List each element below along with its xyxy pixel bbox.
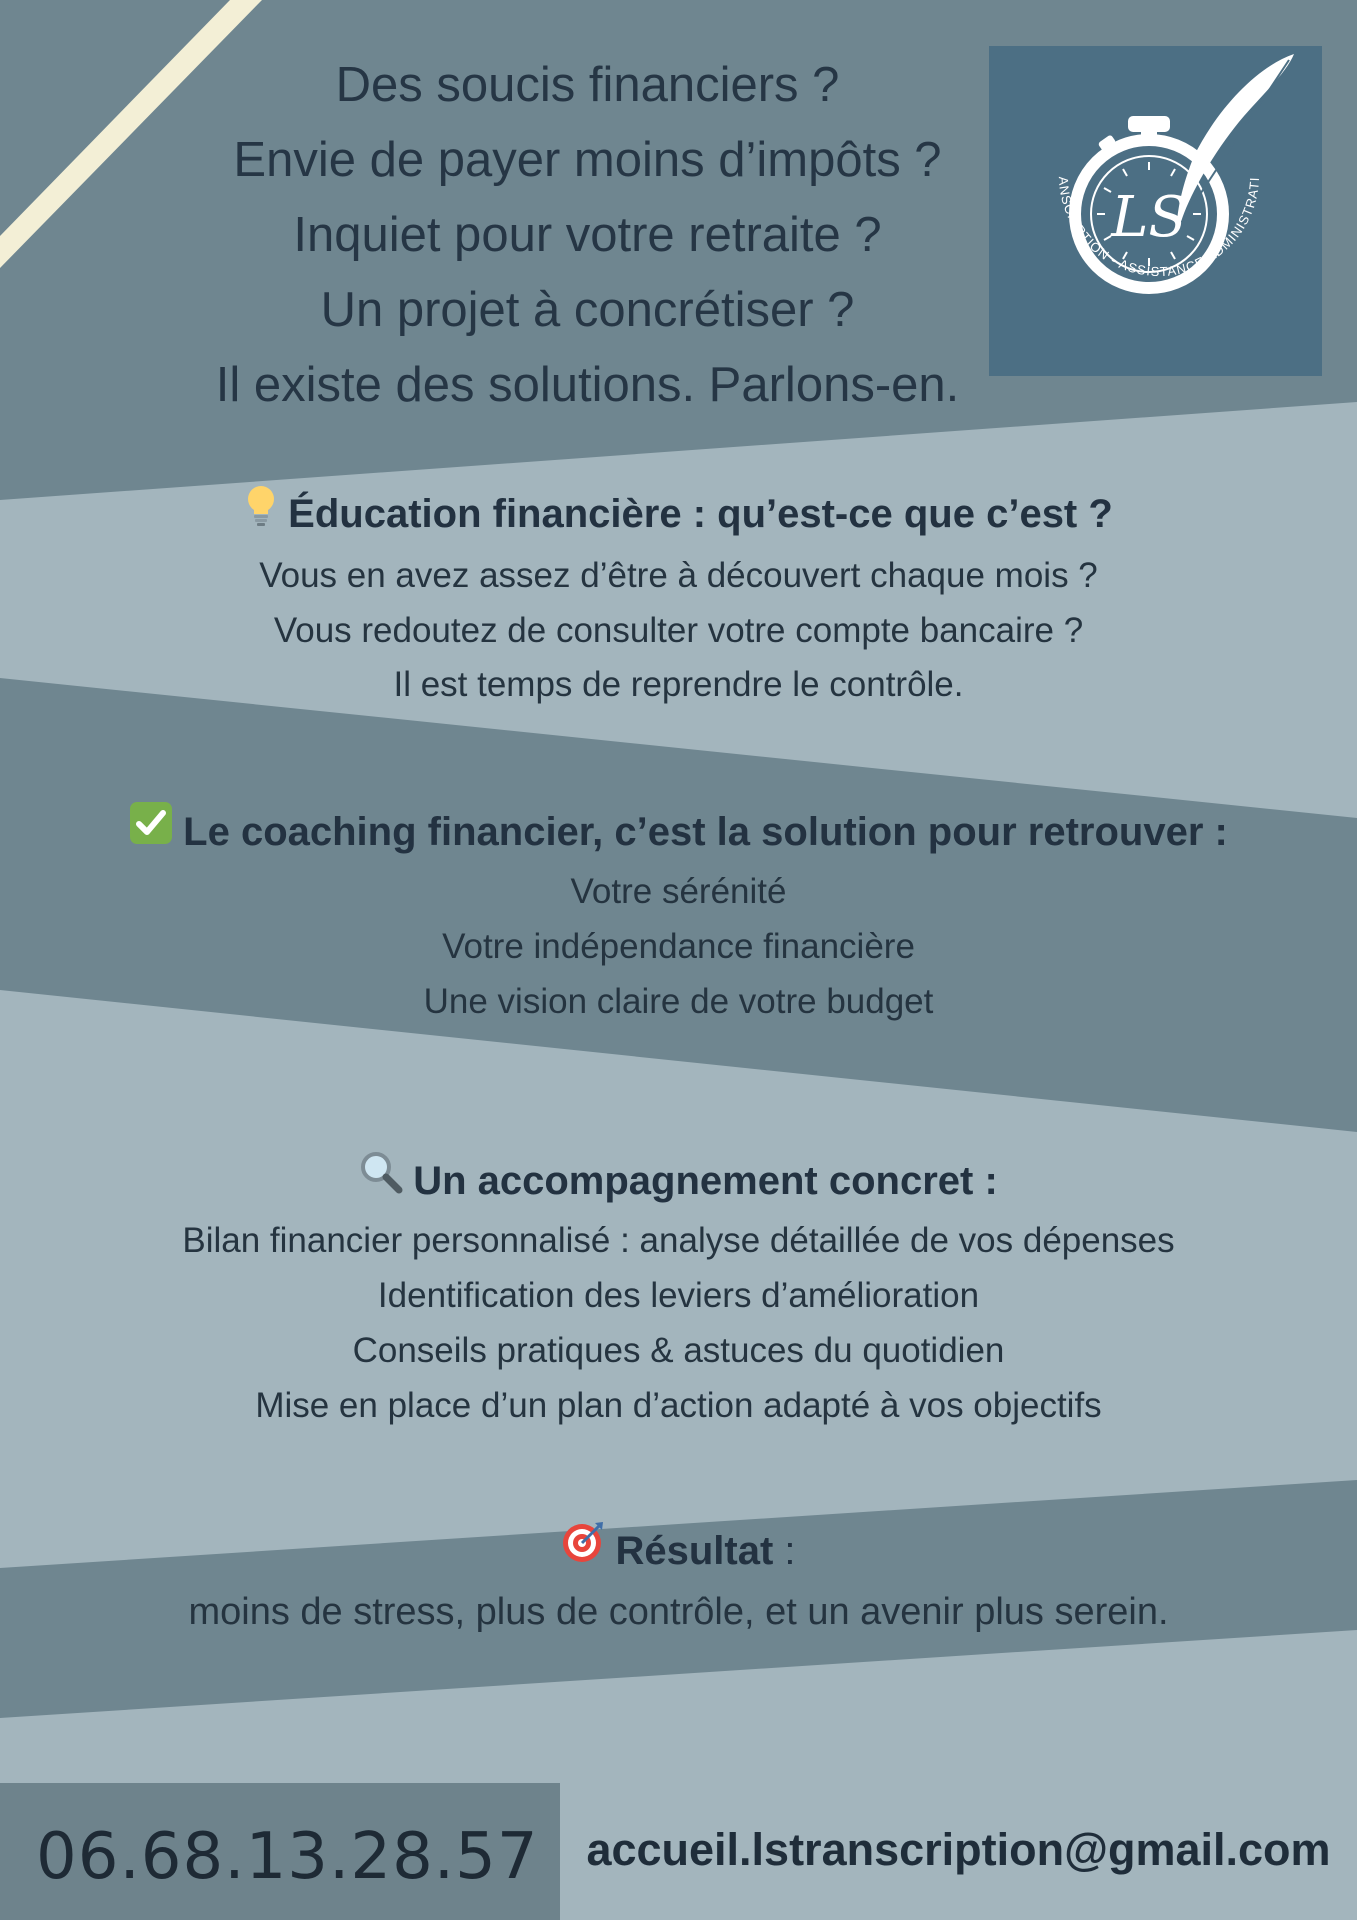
target-icon	[561, 1520, 605, 1578]
logo	[989, 46, 1322, 376]
headline-line: Des soucis financiers ?	[335, 58, 840, 112]
result-title-row	[0, 1524, 1357, 1582]
education-line: Il est temps de reprendre le contrôle.	[393, 665, 964, 704]
headline-line: Il existe des solutions. Parlons-en.	[215, 358, 960, 412]
education-title: Éducation financière : qu’est-ce que c’est ?	[288, 492, 1113, 536]
education-line: Vous redoutez de consulter votre compte bancaire ?	[273, 611, 1084, 650]
lightbulb-icon	[244, 484, 278, 540]
result-colon: :	[773, 1529, 796, 1573]
support-line: Identification des leviers d’amélioration	[377, 1276, 980, 1315]
support-line: Bilan financier personnalisé : analyse détaillée de vos dépenses	[182, 1221, 1175, 1260]
check-mark-icon	[129, 801, 173, 859]
headline-line: Envie de payer moins d’impôts ?	[233, 133, 942, 187]
coaching-title-row	[0, 805, 1357, 863]
magnifier-icon	[359, 1150, 403, 1208]
coaching-line: Votre sérénité	[570, 872, 787, 911]
coaching-title: Le coaching financier, c’est la solution pour retrouver :	[183, 810, 1228, 854]
result-line: moins de stress, plus de contrôle, et un avenir plus serein.	[188, 1591, 1169, 1633]
email-address[interactable]: accueil.lstranscription@gmail.com	[586, 1824, 1331, 1875]
support-line: Conseils pratiques & astuces du quotidien	[352, 1331, 1005, 1370]
headline-line: Inquiet pour votre retraite ?	[293, 208, 882, 262]
support-line: Mise en place d’un plan d’action adapté à vos objectifs	[255, 1386, 1102, 1425]
education-line: Vous en avez assez d’être à découvert chaque mois ?	[259, 556, 1098, 595]
headline-line: Un projet à concrétiser ?	[320, 283, 855, 337]
logo-ring-text: ANSCRIPTION - ASSISTANCE ADMINISTRATI	[1055, 176, 1263, 280]
support-title-row	[0, 1154, 1357, 1212]
coaching-line: Une vision claire de votre budget	[423, 982, 934, 1021]
support-title: Un accompagnement concret :	[413, 1159, 998, 1203]
education-title-row	[0, 487, 1357, 544]
result-title: Résultat	[615, 1529, 774, 1573]
logo-monogram: LS	[1111, 185, 1187, 250]
phone-number[interactable]: 06.68.13.28.57	[36, 1820, 539, 1894]
quill-icon	[1177, 54, 1294, 226]
headline	[90, 48, 1085, 423]
coaching-line: Votre indépendance financière	[442, 927, 915, 966]
